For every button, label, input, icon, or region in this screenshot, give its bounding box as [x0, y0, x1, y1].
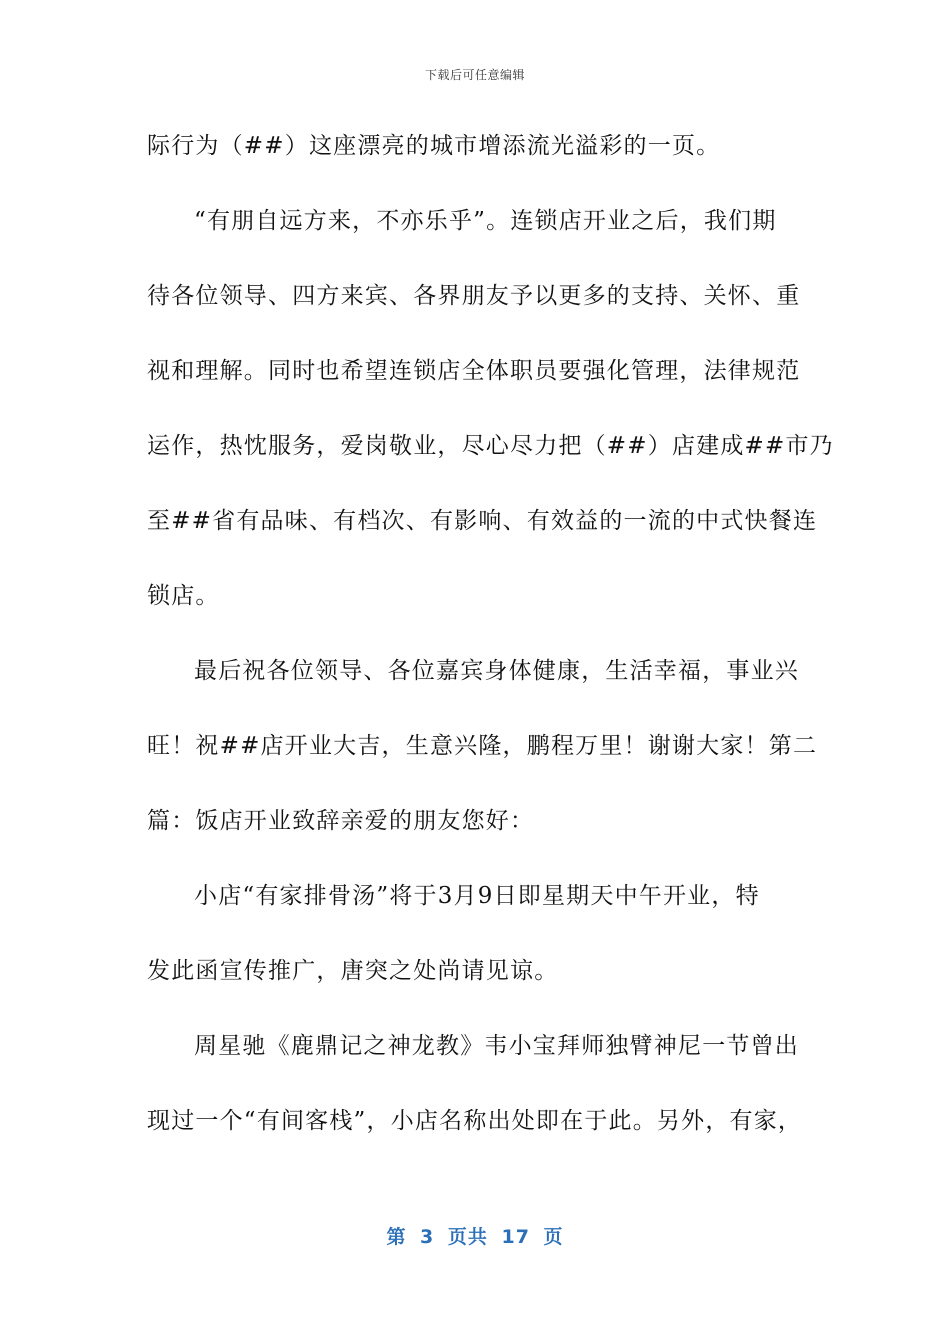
body-line: 最后祝各位领导、各位嘉宾身体健康，生活幸福，事业兴	[194, 658, 799, 684]
body-line: 际行为（##）这座漂亮的城市增添流光溢彩的一页。	[147, 133, 721, 159]
body-line: 周星驰《鹿鼎记之神龙教》韦小宝拜师独臂神尼一节曾出	[194, 1033, 799, 1059]
body-line: 现过一个“有间客栈”，小店名称出处即在于此。另外，有家，	[147, 1108, 803, 1134]
body-line: 小店“有家排骨汤”将于3月9日即星期天中午开业，特	[194, 883, 760, 909]
body-line: 待各位领导、四方来宾、各界朋友予以更多的支持、关怀、重	[147, 283, 801, 309]
body-line: 旺！祝##店开业大吉，生意兴隆，鹏程万里！谢谢大家！第二	[147, 733, 818, 759]
body-line: 锁店。	[147, 583, 220, 609]
body-line: “有朋自远方来，不亦乐乎”。连锁店开业之后，我们期	[194, 208, 777, 234]
body-line: 视和理解。同时也希望连锁店全体职员要强化管理，法律规范	[147, 358, 801, 384]
body-line: 至##省有品味、有档次、有影响、有效益的一流的中式快餐连	[147, 508, 818, 534]
body-line: 发此函宣传推广，唐突之处尚请见谅。	[147, 958, 559, 984]
header-note: 下载后可任意编辑	[424, 68, 525, 82]
body-line: 运作，热忱服务，爱岗敬业，尽心尽力把（##）店建成##市乃	[147, 433, 834, 459]
body-line: 篇：饭店开业致辞亲爱的朋友您好：	[147, 808, 535, 834]
page-number-footer: 第 3 页共 17 页	[386, 1226, 564, 1248]
document-body	[147, 118, 834, 1168]
